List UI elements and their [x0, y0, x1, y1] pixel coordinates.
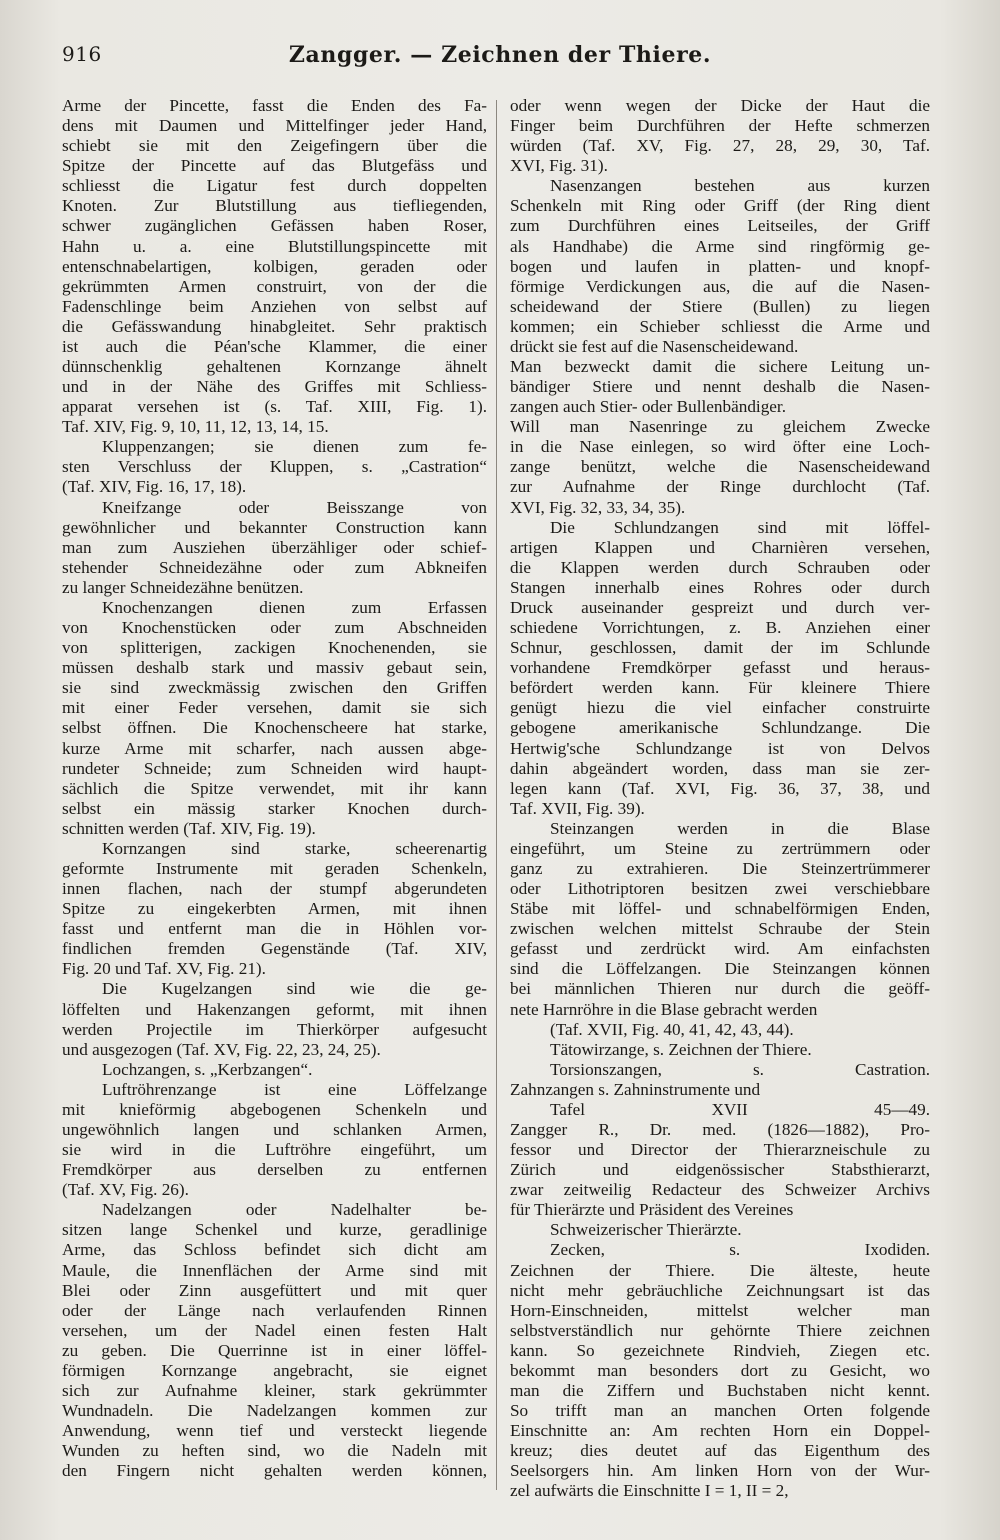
text-line: bekommt man besonders dort zu Gesicht, wo	[510, 1360, 930, 1380]
text-line: von splitterigen, zackigen Knochenenden, sie	[62, 638, 487, 658]
text-line: rundeter Schneide; zum Schneiden wird haupt-	[62, 758, 487, 778]
text-line: Kluppenzangen; sie dienen zum fe-	[102, 437, 487, 457]
text-line: Schweizerischer Thierärzte.	[550, 1220, 742, 1240]
text-line: Blei oder Zinn ausgefüttert und mit quer	[62, 1280, 487, 1300]
text-line: Zangger R., Dr. med. (1826—1882), Pro-	[510, 1119, 930, 1139]
text-line: Luftröhrenzange ist eine Löffelzange	[102, 1079, 487, 1099]
text-line: sich zur Aufnahme kleiner, stark gekrümmter	[62, 1381, 487, 1400]
text-line: Die Kugelzangen sind wie die ge-	[102, 979, 487, 999]
text-line: vorhandene Fremdkörper gefasst und heraus-	[510, 658, 930, 678]
text-line: ungewöhnlich langen und schlanken Armen,	[62, 1119, 487, 1139]
text-line: Man bezweckt damit die sichere Leitung un-	[510, 357, 930, 377]
text-line: ist auch die Péan'sche Klammer, die einer	[62, 336, 487, 356]
text-line: würden (Taf. XV, Fig. 27, 28, 29, 30, Taf.	[510, 136, 930, 156]
text-line: für Thierärzte und Präsident des Vereines	[510, 1200, 794, 1220]
text-line: Nadelzangen oder Nadelhalter be-	[102, 1200, 487, 1220]
text-line: Zeichnen der Thiere. Die älteste, heute	[510, 1260, 930, 1280]
text-line: sitzen lange Schenkel und kurze, geradlinige	[62, 1220, 487, 1240]
text-line: Torsionszangen, s. Castration.	[550, 1059, 930, 1079]
text-line: oder wenn wegen der Dicke der Haut die	[510, 96, 930, 115]
column-divider	[496, 100, 497, 1490]
text-line: bändiger Stiere und nennt deshalb die Nasen-	[510, 377, 930, 397]
text-line: apparat versehen ist (s. Taf. XIII, Fig. 1).	[62, 397, 487, 417]
text-line: (Taf. XIV, Fig. 16, 17, 18).	[62, 477, 247, 497]
text-line: fessor und Director der Thierarzneischule zu	[510, 1140, 930, 1160]
text-line: geformte Instrumente mit geraden Schenkeln,	[62, 858, 487, 878]
text-line: Taf. XIV, Fig. 9, 10, 11, 12, 13, 14, 15.	[62, 417, 329, 437]
text-line: legen kann (Taf. XVI, Fig. 36, 37, 38, und	[510, 778, 930, 798]
text-line: So trifft man an manchen Orten folgende	[510, 1401, 930, 1421]
text-line: genügt hiezu die viel einfacher construirte	[510, 698, 930, 718]
text-line: Zürich und eidgenössischer Stabsthierarzt,	[510, 1160, 930, 1180]
text-line: zwischen welchen mittelst Schraube der Stein	[510, 919, 930, 939]
text-line: eingeführt, um Steine zu zertrümmern oder	[510, 838, 930, 858]
left-column	[62, 96, 487, 1481]
text-line: Wunden zu heften sind, wo die Nadeln mit	[62, 1441, 487, 1461]
text-line: Steinzangen werden in die Blase	[550, 818, 930, 838]
text-line: findlichen fremden Gegenstände (Taf. XIV,	[62, 939, 487, 959]
text-line: XVI, Fig. 31).	[510, 156, 608, 176]
text-line: schiebt sie mit den Zeigefingern über die	[62, 136, 487, 156]
text-line: Hahn u. a. eine Blutstillungspincette mit	[62, 236, 487, 256]
text-line: gebogene amerikanische Schlundzange. Die	[510, 718, 930, 738]
text-line: mit knieförmig abgebogenen Schenkeln und	[62, 1099, 487, 1119]
text-line: artigen Klappen und Charnièren versehen,	[510, 537, 930, 557]
text-line: sie sind zweckmässig zwischen den Griffen	[62, 678, 487, 698]
text-line: man zum Ausziehen überzähliger oder schief-	[62, 537, 487, 557]
text-line: Tafel XVII 45—49.	[550, 1099, 930, 1119]
text-line: Maule, die Innenflächen der Arme sind mit	[62, 1260, 487, 1280]
text-line: mit einer Feder versehen, damit sie sich	[62, 698, 487, 718]
text-line: scheidewand der Stiere (Bullen) zu liegen	[510, 296, 930, 316]
text-line: dahin abgeändert worden, dass man sie zer-	[510, 758, 930, 778]
text-line: Kornzangen sind starke, scheerenartig	[102, 838, 487, 858]
text-line: Seelsorgers hin. Am linken Horn von der Wur-	[510, 1461, 930, 1481]
text-line: kurze Arme mit scharfer, nach aussen abge-	[62, 738, 487, 758]
text-line: Tätowirzange, s. Zeichnen der Thiere.	[550, 1039, 812, 1059]
text-line: Finger beim Durchführen der Hefte schmerzen	[510, 116, 930, 136]
text-line: den Fingern nicht gehalten werden können,	[62, 1461, 487, 1481]
text-line: Kneifzange oder Beisszange von	[102, 497, 487, 517]
text-line: oder der Länge nach verlaufenden Rinnen	[62, 1300, 487, 1320]
text-line: schliesst die Ligatur fest durch doppelten	[62, 176, 487, 196]
text-line: Hertwig'sche Schlundzange ist von Delvos	[510, 738, 930, 758]
text-line: nete Harnröhre in die Blase gebracht werden	[510, 999, 818, 1019]
text-line: schwer zugänglichen Gefässen haben Roser,	[62, 216, 487, 236]
text-line: innen flachen, nach der stumpf abgerundeten	[62, 879, 487, 899]
text-line: bei männlichen Thieren nur durch die geöff-	[510, 979, 930, 999]
text-line: und in der Nähe des Griffes mit Schliess-	[62, 377, 487, 397]
text-line: förmigen Kornzange angebracht, sie eignet	[62, 1360, 487, 1380]
text-line: Nasenzangen bestehen aus kurzen	[550, 176, 930, 196]
text-line: nicht mehr gebräuchliche Zeichnungsart ist das	[510, 1280, 930, 1300]
text-line: Zecken, s. Ixodiden.	[550, 1240, 930, 1260]
text-line: selbst öffnen. Die Knochenscheere hat starke,	[62, 718, 487, 738]
text-line: zu geben. Die Querrinne ist in einer löffel-	[62, 1340, 487, 1360]
text-line: und ausgezogen (Taf. XV, Fig. 22, 23, 24, 25).	[62, 1039, 381, 1059]
text-line: werden Projectile im Thierkörper aufgesucht	[62, 1019, 487, 1039]
text-line: sie wird in die Luftröhre eingeführt, um	[62, 1140, 487, 1160]
text-line: gewöhnlicher und bekannter Construction kann	[62, 517, 487, 537]
text-line: Knoten. Zur Blutstillung aus tiefliegenden,	[62, 196, 487, 216]
text-line: Die Schlundzangen sind mit löffel-	[550, 517, 930, 537]
text-line: zel aufwärts die Einschnitte I = 1, II = 2,	[510, 1481, 789, 1501]
text-line: dens mit Daumen und Mittelfinger jeder Hand,	[62, 116, 487, 136]
text-line: kommen; ein Schieber schliesst die Arme und	[510, 316, 930, 336]
text-line: zur Aufnahme der Ringe durchlocht (Taf.	[510, 477, 930, 497]
text-line: als Handhabe) die Arme sind ringförmig ge-	[510, 236, 930, 256]
text-line: (Taf. XV, Fig. 26).	[62, 1180, 189, 1200]
page-number: 916	[62, 42, 102, 66]
text-line: drückt sie fest auf die Nasenscheidewand.	[510, 336, 799, 356]
text-line: zangen auch Stier- oder Bullenbändiger.	[510, 397, 786, 417]
text-line: in die Nase einlegen, so wird öfter eine Loch-	[510, 437, 930, 457]
text-line: dünnschenklig gehaltenen Kornzange ähnelt	[62, 357, 487, 377]
text-line: kreuz; dies deutet auf das Eigenthum des	[510, 1441, 930, 1461]
text-line: Horn-Einschneiden, mittelst welcher man	[510, 1300, 930, 1320]
text-line: entenschnabelartigen, kolbigen, geraden oder	[62, 256, 487, 276]
text-line: (Taf. XVII, Fig. 40, 41, 42, 43, 44).	[550, 1019, 794, 1039]
text-line: Fig. 20 und Taf. XV, Fig. 21).	[62, 959, 266, 979]
right-column	[510, 96, 930, 1501]
text-line: Arme der Pincette, fasst die Enden des Fa-	[62, 96, 487, 115]
text-line: Lochzangen, s. „Kerbzangen“.	[102, 1059, 313, 1079]
text-line: schnitten werden (Taf. XIV, Fig. 19).	[62, 818, 316, 838]
text-line: Schenkeln mit Ring oder Griff (der Ring dient	[510, 196, 930, 216]
text-line: zu langer Schneidezähne benützen.	[62, 577, 304, 597]
text-line: Spitze der Pincette auf das Blutgefäss und	[62, 156, 487, 176]
text-line: sächlich die Spitze verwendet, mit ihr kann	[62, 778, 487, 798]
text-line: sind die Löffelzangen. Die Steinzangen können	[510, 959, 930, 979]
text-line: Knochenzangen dienen zum Erfassen	[102, 597, 487, 617]
text-line: Anwendung, wenn tief und versteckt liegende	[62, 1421, 487, 1441]
text-line: befördert werden kann. Für kleinere Thiere	[510, 678, 930, 698]
text-line: zwar zeitweilig Redacteur des Schweizer Archivs	[510, 1180, 930, 1200]
text-line: schiedene Vorrichtungen, z. B. Anziehen einer	[510, 618, 930, 638]
text-line: Taf. XVII, Fig. 39).	[510, 798, 645, 818]
text-line: Zahnzangen s. Zahninstrumente und	[510, 1079, 761, 1099]
running-title: Zangger. — Zeichnen der Thiere.	[288, 42, 712, 68]
text-line: von Knochenstücken oder zum Abschneiden	[62, 618, 487, 638]
text-line: selbst ein mässig starker Knochen durch-	[62, 798, 487, 818]
text-line: Schnur, geschlossen, damit der im Schlunde	[510, 638, 930, 658]
text-line: fasst und entfernt man die in Höhlen vor-	[62, 919, 487, 939]
text-line: bogen und laufen in platten- und knopf-	[510, 256, 930, 276]
text-line: Stangen innerhalb eines Rohres oder durch	[510, 577, 930, 597]
text-line: kann. So gezeichnete Rindvieh, Ziegen etc.	[510, 1340, 930, 1360]
text-line: Einschnitte an: Am rechten Horn ein Doppel-	[510, 1421, 930, 1441]
text-line: die Klappen werden durch Schrauben oder	[510, 557, 930, 577]
text-line: sten Verschluss der Kluppen, s. „Castration“	[62, 457, 487, 477]
text-line: oder Lithotriptoren besitzen zwei verschiebbare	[510, 879, 930, 899]
text-line: zange benützt, welche die Nasenscheidewand	[510, 457, 930, 477]
text-line: Fremdkörper aus derselben zu entfernen	[62, 1160, 487, 1180]
text-line: löffelten und Hakenzangen geformt, mit ihnen	[62, 999, 487, 1019]
text-line: Will man Nasenringe zu gleichem Zwecke	[510, 417, 930, 437]
text-line: förmige Verdickungen aus, die auf die Nasen-	[510, 276, 930, 296]
text-line: gekrümmten Armen construirt, von der die	[62, 276, 487, 296]
text-line: zum Durchführen eines Leitseiles, der Griff	[510, 216, 930, 236]
text-line: gefasst und zerdrückt wird. Am einfachsten	[510, 939, 930, 959]
text-line: versehen, um der Nadel einen festen Halt	[62, 1320, 487, 1340]
text-line: Druck auseinander gespreizt und durch ver-	[510, 597, 930, 617]
text-line: stehender Schneidezähne oder zum Abkneifen	[62, 557, 487, 577]
text-line: selbstverständlich nur gehörnte Thiere zeichnen	[510, 1320, 930, 1340]
text-line: Stäbe mit löffel- und schnabelförmigen Enden,	[510, 899, 930, 919]
text-line: XVI, Fig. 32, 33, 34, 35).	[510, 497, 686, 517]
text-line: müssen deshalb stark und massiv gebaut sein,	[62, 658, 487, 678]
text-line: Arme, das Schloss befindet sich dicht am	[62, 1240, 487, 1260]
text-line: die Gefässwandung hinabgleitet. Sehr praktisch	[62, 316, 487, 336]
text-line: Spitze zu eingekerbten Armen, mit ihnen	[62, 899, 487, 919]
text-line: ganz zu extrahieren. Die Steinzertrümmerer	[510, 858, 930, 878]
text-line: man die Ziffern und Buchstaben nicht kennt.	[510, 1381, 930, 1400]
text-line: Wundnadeln. Die Nadelzangen kommen zur	[62, 1401, 487, 1421]
text-line: Fadenschlinge beim Anziehen von selbst auf	[62, 296, 487, 316]
